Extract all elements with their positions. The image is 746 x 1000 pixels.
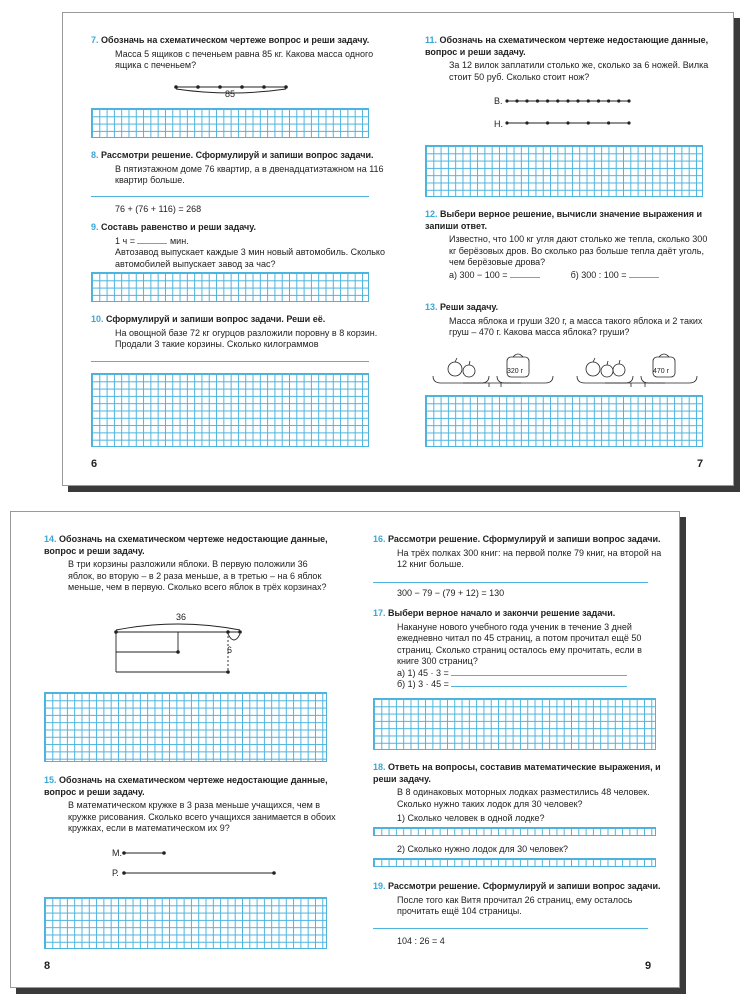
answer-blank[interactable]	[451, 679, 627, 687]
solution: 76 + (76 + 116) = 268	[115, 204, 202, 214]
answer-grid[interactable]	[91, 373, 369, 447]
weight-label: 470 г	[653, 368, 670, 375]
answer-line[interactable]	[91, 196, 369, 197]
task-text: Накануне нового учебного года ученик в течение 3 дней ежедневно читал по 45 страниц, а потом прочитал ещё 50 страниц. Сколько страниц осталось ему прочитать, если в книге 300 страниц?	[397, 621, 642, 666]
task-heading: Выбери верное начало и закончи решение задачи.	[388, 608, 616, 618]
scheme-diagram	[116, 622, 266, 682]
scheme-label-m: М.	[112, 848, 122, 858]
task-text: На овощной базе 72 кг огурцов разложили поровну в 8 корзин. Продали 3 такие корзины. Сколько килограммов	[115, 327, 378, 349]
task-16	[373, 534, 663, 571]
scheme-diagram	[176, 79, 296, 109]
task-heading: Обозначь на схематическом чертеже вопрос и реши задачу.	[101, 35, 370, 45]
scheme-diagram	[124, 853, 284, 878]
task-heading: Рассмотри решение. Сформулируй и запиши вопрос задачи.	[388, 881, 661, 891]
answer-grid[interactable]	[44, 692, 327, 762]
solution: 300 − 79 − (79 + 12) = 130	[397, 588, 505, 598]
scheme-diagram	[507, 101, 637, 131]
task-text: Масса яблока и груши 320 г, а масса такого яблока и 2 таких груш – 470 г. Какова масса яблока? груши?	[449, 315, 703, 337]
task-text: Известно, что 100 кг угля дают столько же тепла, сколько 300 кг берёзовых дров. Во сколько раз больше тепла даёт уголь, чем берёзовые дрова?	[449, 234, 708, 267]
answer-grid[interactable]	[425, 145, 703, 197]
answer-line[interactable]	[373, 582, 648, 583]
task-13	[425, 302, 717, 339]
task-number: 11.	[425, 35, 438, 45]
task-heading: Обозначь на схематическом чертеже недостающие данные, вопрос и реши задачу.	[44, 534, 328, 556]
task-heading: Сформулируй и запиши вопрос задачи. Реши её.	[106, 314, 326, 324]
answer-grid[interactable]	[373, 858, 656, 867]
question-1: 1) Сколько человек в одной лодке?	[397, 813, 545, 823]
task-text: За 12 вилок заплатили столько же, сколько за 6 ножей. Вилка стоит 50 руб. Сколько стоит нож?	[449, 60, 709, 82]
task-heading: Выбери верное решение, вычисли значение выражения и запиши ответ.	[425, 209, 703, 231]
task-text: В три корзины разложили яблоки. В первую положили 36 яблок, во вторую – в 2 раза меньше, а в третью – на 6 яблок меньше, чем в первую. Сколько всего яблок в трёх корзинах?	[68, 559, 327, 592]
weight-label: 320 г	[507, 368, 524, 375]
page-number: 6	[91, 458, 98, 470]
task-number: 18.	[373, 762, 386, 772]
task-text: В математическом кружке в 3 раза меньше учащихся, чем в кружке рисования. Сколько всего учащихся занимается в обоих кружках, если в математическом их 9?	[68, 800, 336, 833]
task-19	[373, 881, 663, 918]
answer-grid[interactable]	[425, 395, 703, 447]
answer-line[interactable]	[91, 361, 369, 362]
scheme-label: 36	[176, 612, 187, 622]
task-text: В пятиэтажном доме 76 квартир, а в двенадцатиэтажном на 116 квартир больше.	[115, 163, 384, 185]
task-heading: Реши задачу.	[440, 302, 499, 312]
task-number: 13.	[425, 302, 438, 312]
solution: 104 : 26 = 4	[397, 936, 445, 946]
page-number: 8	[44, 960, 51, 972]
answer-grid[interactable]	[91, 108, 369, 138]
answer-grid[interactable]	[91, 272, 369, 302]
question-2: 2) Сколько нужно лодок для 30 человек?	[397, 844, 569, 854]
scheme-label-r: Р.	[112, 868, 119, 878]
task-text: После того как Витя прочитал 26 страниц, ему осталось прочитать ещё 104 страницы.	[397, 894, 633, 916]
task-9	[91, 222, 391, 270]
task-number: 14.	[44, 534, 57, 544]
equation-unit: мин.	[169, 235, 189, 246]
task-number: 16.	[373, 534, 386, 544]
page-number: 9	[645, 960, 652, 972]
scales-illustration	[433, 351, 713, 391]
task-number: 8.	[91, 150, 99, 160]
scheme-label-v: В.	[494, 96, 503, 106]
answer-blank[interactable]	[451, 668, 627, 676]
task-15	[44, 775, 336, 835]
option-b: б) 300 : 100 =	[570, 269, 627, 280]
equation-start: 1 ч =	[115, 235, 135, 246]
task-17	[373, 608, 663, 691]
task-heading: Обозначь на схематическом чертеже недостающие данные, вопрос и реши задачу.	[44, 775, 328, 797]
spread-pages-6-7	[62, 12, 734, 486]
scheme-label-n: Н.	[494, 119, 503, 129]
task-number: 12.	[425, 209, 438, 219]
task-8	[91, 150, 391, 187]
task-number: 9.	[91, 222, 99, 232]
answer-grid[interactable]	[373, 827, 656, 836]
task-text: Масса 5 ящиков с печеньем равна 85 кг. Какова масса одного ящика с печеньем?	[115, 48, 374, 70]
option-a: а) 1) 45 · 3 =	[397, 667, 449, 678]
scheme-label: 85	[225, 89, 236, 99]
task-number: 17.	[373, 608, 386, 618]
task-heading: Обозначь на схематическом чертеже недостающие данные, вопрос и реши задачу.	[425, 35, 709, 57]
task-18	[373, 762, 663, 810]
option-a: а) 300 − 100 =	[449, 269, 508, 280]
answer-line[interactable]	[373, 928, 648, 929]
task-heading: Ответь на вопросы, составив математические выражения, и реши задачу.	[373, 762, 661, 784]
task-heading: Рассмотри решение. Сформулируй и запиши вопрос задачи.	[101, 150, 374, 160]
task-7	[91, 35, 391, 72]
spread-pages-8-9	[10, 511, 680, 988]
answer-blank[interactable]	[510, 270, 540, 278]
task-number: 15.	[44, 775, 57, 785]
task-heading: Рассмотри решение. Сформулируй и запиши вопрос задачи.	[388, 534, 661, 544]
task-text: На трёх полках 300 книг: на первой полке 79 книг, на второй на 12 книг больше.	[397, 547, 662, 569]
answer-blank[interactable]	[629, 270, 659, 278]
task-heading: Составь равенство и реши задачу.	[101, 222, 256, 232]
task-number: 19.	[373, 881, 386, 891]
answer-grid[interactable]	[373, 698, 656, 750]
task-text: Автозавод выпускает каждые 3 мин новый автомобиль. Сколько автомобилей выпускает завод за час?	[115, 247, 385, 269]
task-text: В 8 одинаковых моторных лодках разместились 48 человек. Сколько нужно таких лодок для 30 человек?	[397, 787, 650, 809]
task-12	[425, 209, 717, 281]
answer-blank[interactable]	[137, 236, 167, 244]
task-10	[91, 314, 391, 351]
task-14	[44, 534, 336, 594]
page-number: 7	[697, 458, 704, 470]
task-number: 10.	[91, 314, 104, 324]
answer-grid[interactable]	[44, 897, 327, 949]
option-b: б) 1) 3 · 45 =	[397, 679, 449, 689]
task-11	[425, 35, 717, 83]
task-number: 7.	[91, 35, 99, 45]
scheme-label: 6	[227, 645, 233, 655]
